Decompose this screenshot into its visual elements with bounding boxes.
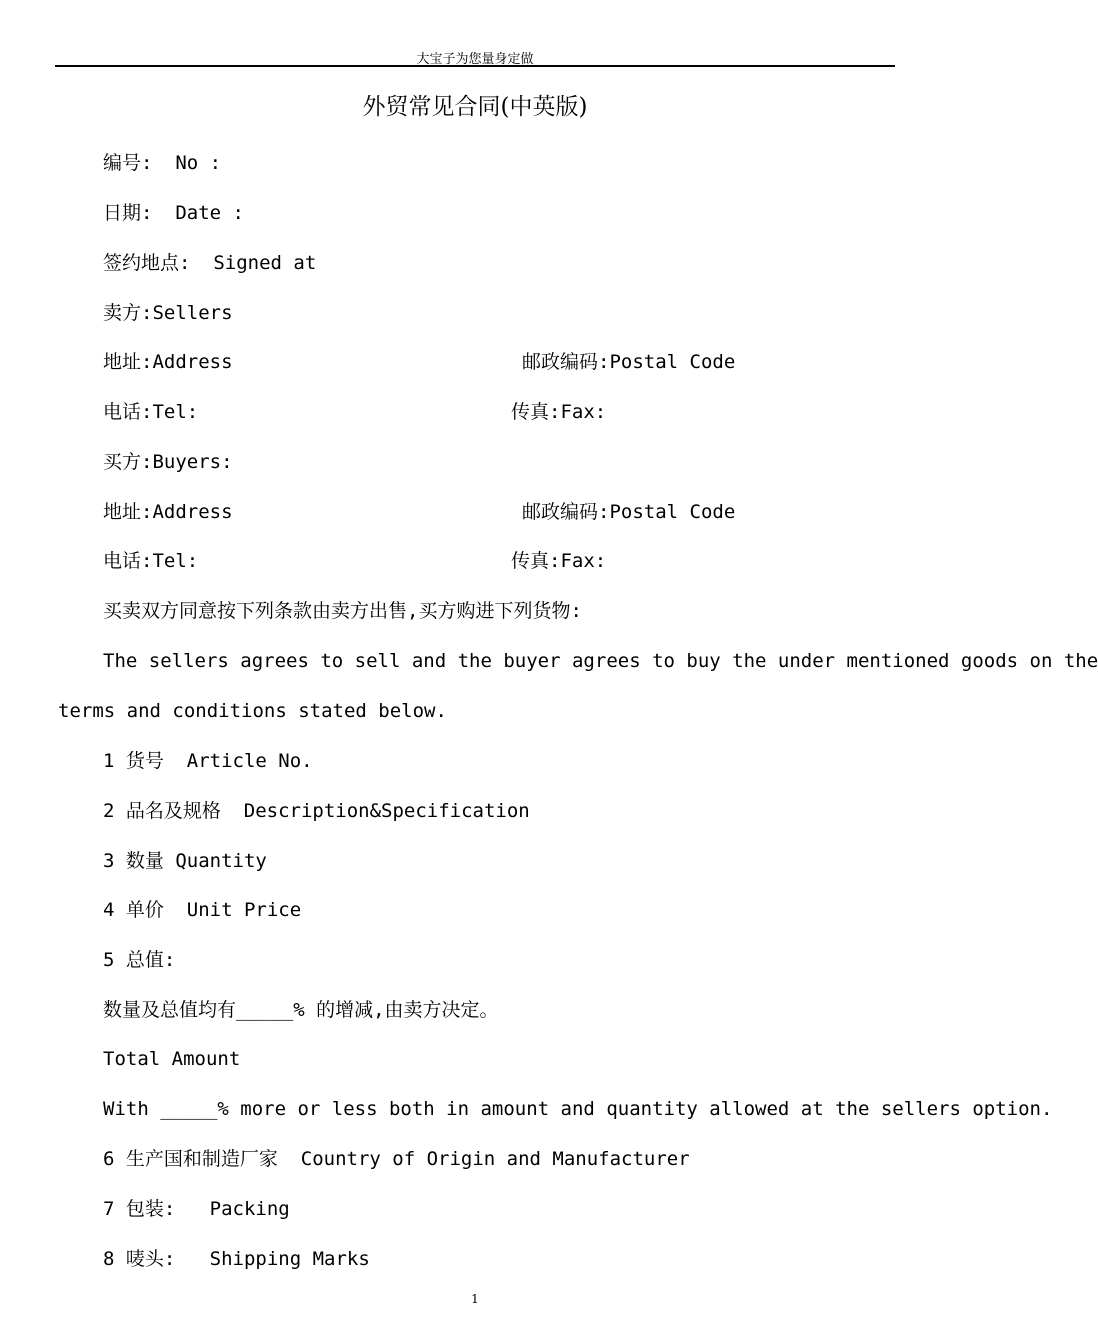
clause-packing: 7 包装: Packing: [103, 1198, 290, 1220]
clause-article-no: 1 货号 Article No.: [103, 750, 313, 772]
page-number: 1: [471, 1292, 479, 1306]
seller-fax-field: 传真:Fax:: [511, 401, 607, 423]
clause-total-value-chinese: 数量及总值均有_____% 的增减,由卖方决定。: [103, 999, 499, 1021]
clause-description: 2 品名及规格 Description&Specification: [103, 800, 530, 822]
buyer-postal-code-field: 邮政编码:Postal Code: [522, 501, 736, 523]
buyer-field: 买方:Buyers:: [103, 451, 233, 473]
buyer-address-field: 地址:Address: [103, 501, 233, 523]
intro-english-line2: terms and conditions stated below.: [58, 700, 447, 722]
clause-origin-manufacturer: 6 生产国和制造厂家 Country of Origin and Manufacturer: [103, 1148, 690, 1170]
clause-total-amount-text: With _____% more or less both in amount and quantity allowed at the sellers option.: [103, 1098, 1053, 1120]
clause-total-value: 5 总值:: [103, 949, 176, 971]
signed-at-field: 签约地点: Signed at: [103, 252, 317, 274]
clause-total-amount-title: Total Amount: [103, 1048, 241, 1070]
intro-chinese: 买卖双方同意按下列条款由卖方出售,买方购进下列货物:: [103, 600, 582, 622]
seller-address-field: 地址:Address: [103, 351, 233, 373]
page-header: 大宝子为您量身定做: [416, 52, 534, 67]
clause-shipping-marks: 8 唛头: Shipping Marks: [103, 1248, 370, 1270]
seller-field: 卖方:Sellers: [103, 302, 233, 324]
contract-number-field: 编号: No :: [103, 152, 222, 174]
intro-english-line1: The sellers agrees to sell and the buyer agrees to buy the under mentioned goods on the: [103, 650, 1098, 672]
buyer-tel-field: 电话:Tel:: [103, 550, 199, 572]
clause-quantity: 3 数量 Quantity: [103, 850, 267, 872]
document-title: 外贸常见合同(中英版): [362, 94, 588, 120]
seller-postal-code-field: 邮政编码:Postal Code: [522, 351, 736, 373]
date-field: 日期: Date :: [103, 202, 244, 224]
seller-tel-field: 电话:Tel:: [103, 401, 199, 423]
clause-unit-price: 4 单价 Unit Price: [103, 899, 302, 921]
buyer-fax-field: 传真:Fax:: [511, 550, 607, 572]
header-divider: [55, 65, 895, 67]
